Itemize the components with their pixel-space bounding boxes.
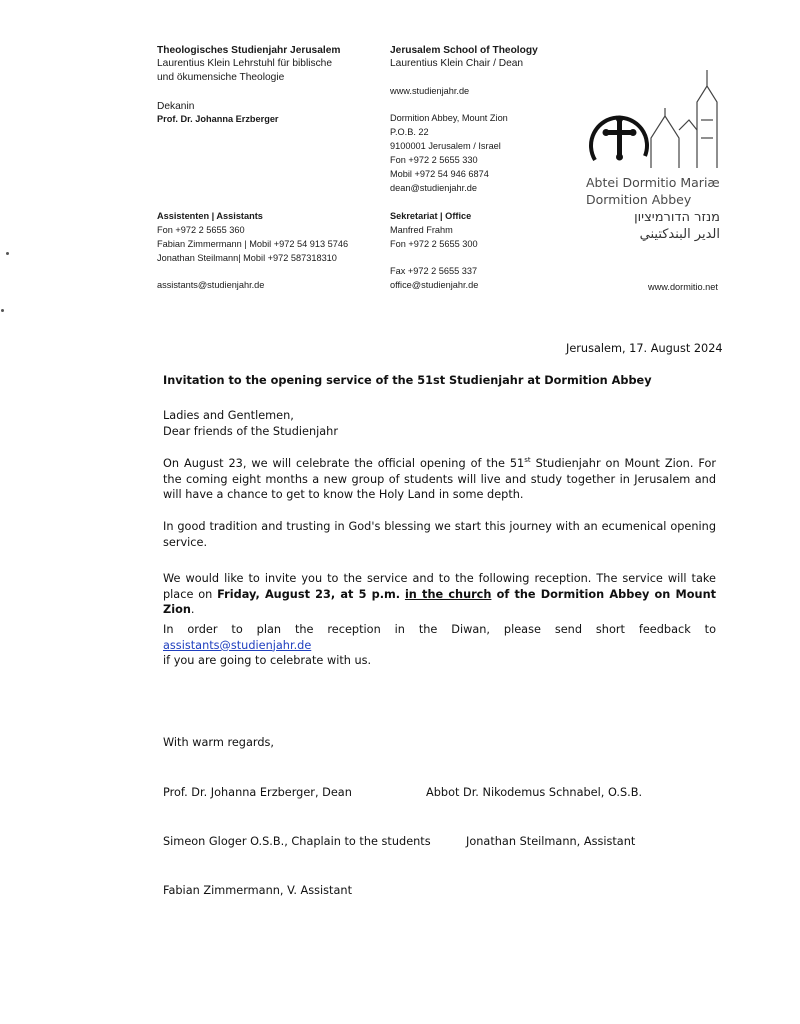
assistants-phone: Fon +972 2 5655 360 <box>157 224 245 235</box>
dean-role: Dekanin <box>157 101 195 112</box>
dean-name: Prof. Dr. Johanna Erzberger <box>157 114 279 124</box>
signatory-chaplain: Simeon Gloger O.S.B., Chaplain to the students <box>163 835 431 848</box>
header-middle-org <box>390 44 538 71</box>
org-name-en: Jerusalem School of Theology <box>390 45 538 56</box>
p3-date-time: Friday, August 23, at 5 p.m. <box>217 587 401 601</box>
salutation-line2: Dear friends of the Studienjahr <box>163 424 338 438</box>
letter-subject: Invitation to the opening service of the 51st Studienjahr at Dormition Abbey <box>163 374 652 387</box>
abbey-logo <box>585 68 725 168</box>
address-line: P.O.B. 22 <box>390 126 429 137</box>
paragraph-1 <box>163 456 716 503</box>
p1-superscript: st <box>524 456 531 465</box>
logo-caption <box>586 174 720 208</box>
logo-name-en: Dormition Abbey <box>586 192 692 207</box>
signatory-assistant-jonathan: Jonathan Steilmann, Assistant <box>466 835 636 848</box>
p3-text-a: We would like to invite you to the service and to the following reception. The service will take place on <box>163 572 716 601</box>
p1-text-b: Studienjahr on Mount Zion. For the coming eight months a new group of students will live and study together in Jerusalem and will have a chance to get to know the Holy Land in some depth. <box>163 457 717 502</box>
logo-hebrew: מנזר הדורמיציון <box>634 210 720 225</box>
p4-text-a: In order to plan the reception in the Diwan, please send short feedback to <box>163 623 716 636</box>
office-email[interactable]: office@studienjahr.de <box>390 279 479 290</box>
header-left-org <box>157 44 340 84</box>
header-left-assistants <box>157 210 348 266</box>
letter-date: Jerusalem, 17. August 2024 <box>566 342 723 355</box>
p1-text-a: On August 23, we will celebrate the official opening of the 51 <box>163 457 525 470</box>
paragraph-2: In good tradition and trusting in God's blessing we start this journey with an ecumenical opening service. <box>163 520 716 549</box>
header-left-email-block <box>157 279 264 293</box>
logo-name-de: Abtei Dormitio Mariæ <box>586 175 720 190</box>
chair-name-de-line2: und ökumensiche Theologie <box>157 71 285 83</box>
signatory-abbot: Abbot Dr. Nikodemus Schnabel, O.S.B. <box>426 786 643 799</box>
p3-location: of the Dormition Abbey on Mount Zion <box>163 587 717 617</box>
dormitio-website[interactable]: www.dormitio.net <box>648 282 718 292</box>
header-middle-website <box>390 85 469 99</box>
header-middle-fax-block <box>390 265 478 293</box>
org-name-de: Theologisches Studienjahr Jerusalem <box>157 45 341 56</box>
feedback-email-link[interactable]: assistants@studienjahr.de <box>163 638 312 652</box>
address-line: 9100001 Jerusalem / Israel <box>390 140 501 151</box>
assistants-heading: Assistenten | Assistants <box>157 211 263 221</box>
letter-salutation <box>163 408 716 439</box>
salutation-line1: Ladies and Gentlemen, <box>163 409 294 422</box>
p3-in-church: in the church <box>404 587 492 601</box>
address-line: Dormition Abbey, Mount Zion <box>390 113 508 123</box>
studienjahr-website[interactable]: www.studienjahr.de <box>390 86 470 96</box>
chair-name-en: Laurentius Klein Chair / Dean <box>390 58 524 70</box>
margin-dot <box>6 252 9 255</box>
margin-dot <box>1 309 4 312</box>
assistant-jonathan-phone: Jonathan Steilmann| Mobil +972 587318310 <box>157 252 337 263</box>
dean-phone: Fon +972 2 5655 330 <box>390 154 478 165</box>
logo-arabic: الدير البندكتيني <box>639 227 720 242</box>
paragraph-4 <box>163 622 716 669</box>
assistants-email[interactable]: assistants@studienjahr.de <box>157 280 265 290</box>
paragraph-3: We would like to invite you to the service and to the following reception. The service will take place on Friday, August 23, at 5 p.m. in the church of the Dormition Abbey on Mount Zion. <box>163 572 717 617</box>
office-heading: Sekretariat | Office <box>390 211 472 221</box>
signatory-assistant-fabian: Fabian Zimmermann, V. Assistant <box>163 884 352 897</box>
header-left-dean <box>157 100 194 113</box>
header-middle-address <box>390 112 508 195</box>
dean-mobile: Mobil +972 54 946 6874 <box>390 168 489 179</box>
p4-text-b: if you are going to celebrate with us. <box>163 654 372 668</box>
office-contact-name: Manfred Frahm <box>390 224 453 235</box>
signatory-dean: Prof. Dr. Johanna Erzberger, Dean <box>163 786 352 799</box>
assistant-fabian-phone: Fabian Zimmermann | Mobil +972 54 913 5746 <box>157 238 349 249</box>
dean-email[interactable]: dean@studienjahr.de <box>390 182 477 193</box>
header-middle-office <box>390 210 478 252</box>
closing: With warm regards, <box>163 736 274 749</box>
office-phone: Fon +972 2 5655 300 <box>390 238 478 249</box>
office-fax: Fax +972 2 5655 337 <box>390 266 478 276</box>
logo-church-icon <box>651 70 717 168</box>
header-left-dean-name <box>157 113 279 127</box>
chair-name-de-line1: Laurentius Klein Lehrstuhl für biblische <box>157 58 332 70</box>
